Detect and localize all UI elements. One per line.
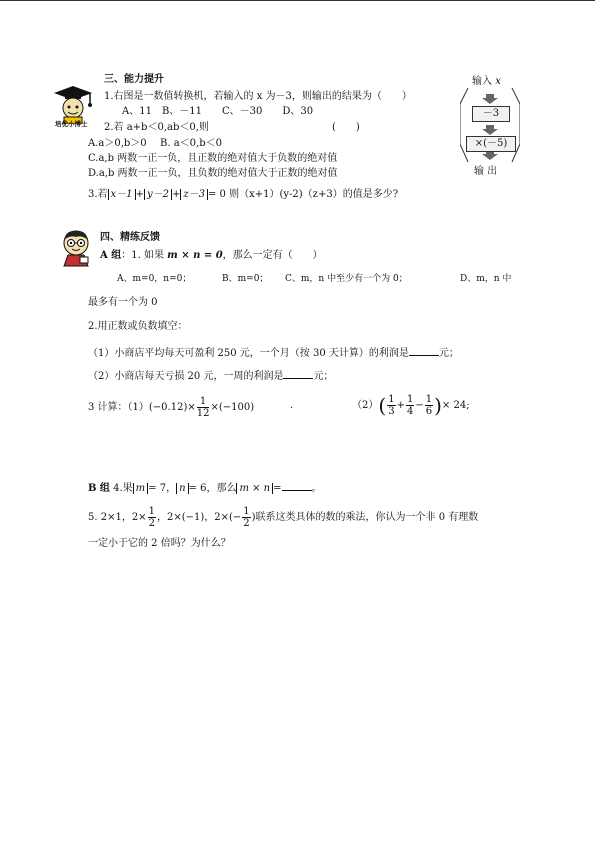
machine-step-times-minus5: ×(－5) bbox=[466, 136, 516, 152]
s4-q2-2-blank[interactable] bbox=[283, 368, 313, 379]
doctor-caption: 培优小博士 bbox=[55, 120, 88, 128]
q2-option-d: D.a,b 两数一正一负，且负数的绝对值大于正数的绝对值 bbox=[88, 168, 338, 179]
boy-mascot-icon bbox=[60, 228, 92, 268]
q1-options: A、11 B、－11 C、－30 D、30 bbox=[122, 106, 314, 117]
q3-abs-z: z－3 bbox=[180, 189, 208, 200]
q2-option-b: B. a＜0,b＜0 bbox=[160, 138, 222, 149]
s4-q1-expr: m × n = 0 bbox=[167, 250, 223, 261]
machine-input-label: 输入 x bbox=[472, 76, 501, 87]
q2-paren: ( ) bbox=[332, 122, 360, 133]
s4-q5-line2: 一定小于它的 2 倍吗？为什么？ bbox=[88, 538, 231, 549]
number-machine bbox=[460, 76, 520, 181]
page-top-border bbox=[0, 0, 595, 1]
s4-q5-frac2: $\frac{1}{2}$ bbox=[243, 506, 250, 529]
s4-q4-blank[interactable] bbox=[282, 480, 312, 491]
s4-q1-option-a: A、m=0，n=0； bbox=[117, 274, 192, 284]
s4-q3-2-label: （2） bbox=[352, 400, 379, 411]
group-b-label: B 组 bbox=[88, 483, 110, 494]
machine-output-label: 输 出 bbox=[474, 166, 498, 177]
s4-q3-2-frac3: $\frac{1}{6}$ bbox=[425, 394, 433, 417]
s4-q3-dot: . bbox=[290, 400, 294, 411]
q3-prefix: 3.若 bbox=[88, 189, 108, 200]
s4-q3-1-fraction: $\frac{1}{12}$ bbox=[196, 396, 210, 419]
s4-q5-line1: 5. 2×1，2× $\frac{1}{2}$ ，2×(−1)，2×(− $\frac{1}{2}$ )联系这类具体的数的乘法，你认为一个非 0 有理数 bbox=[88, 506, 479, 529]
q2-option-a: A.a＞0,b＞0 bbox=[88, 138, 147, 149]
q2-text: 2.若 a+b＜0,ab＜0,则 bbox=[104, 122, 209, 133]
s4-q2-title: 2.用正数或负数填空： bbox=[88, 321, 188, 332]
q3-line bbox=[88, 189, 398, 201]
q1-text: 1.右图是一数值转换机，若输入的 x 为－3，则输出的结果为（ ） bbox=[104, 91, 412, 102]
s4-q1-line bbox=[100, 250, 323, 262]
s4-q4-line: B 组 4.果 m = 7， n = 6，那么 m × n = 。 bbox=[88, 480, 322, 495]
s4-q1-option-c: C、m，n 中至少有一个为 0； bbox=[285, 274, 408, 284]
group-a-label: A 组 bbox=[100, 250, 122, 261]
s4-q4-abs-n: n bbox=[176, 483, 188, 494]
s4-q3-2-line: （2）( $\frac{1}{3}$ + $\frac{1}{4}$ − $\frac{1}{6}$ )× 24; bbox=[352, 393, 470, 418]
s4-q3-label: 3 计算：（1） bbox=[88, 402, 149, 413]
s4-q3-line bbox=[88, 396, 254, 419]
s4-q5-frac1: $\frac{1}{2}$ bbox=[148, 506, 155, 529]
machine-step-minus3: －3 bbox=[472, 106, 510, 122]
s4-q3-1-b: ×(−100) bbox=[210, 402, 255, 413]
s4-q1-option-b: B、m=0； bbox=[222, 274, 269, 284]
q3-suffix: 则（x+1）(y-2)（z+3）的值是多少? bbox=[229, 189, 399, 200]
s4-q3-2-frac1: $\frac{1}{3}$ bbox=[388, 394, 395, 417]
s4-q3-2-frac2: $\frac{1}{4}$ bbox=[406, 394, 414, 417]
s4-q2-1: （1）小商店平均每天可盈利 250 元，一个月（按 30 天计算）的利润是 元； bbox=[88, 345, 459, 360]
q3-eq: = 0 bbox=[208, 189, 226, 200]
s4-q4-abs-m: m bbox=[133, 483, 148, 494]
s4-q3-1-a: (−0.12)× bbox=[148, 402, 196, 413]
s4-q1-option-d-cont: 最多有一个为 0 bbox=[88, 297, 158, 308]
s4-q1-suffix: ，那么一定有（ ） bbox=[222, 250, 323, 261]
q2-option-c: C.a,b 两数一正一负，且正数的绝对值大于负数的绝对值 bbox=[88, 153, 338, 164]
s4-q2-1-blank[interactable] bbox=[409, 345, 439, 356]
section4-title: 四、精练反馈 bbox=[100, 232, 160, 243]
s4-q4-abs-mn: m × n bbox=[236, 483, 273, 494]
s4-q1-prefix: ：1. 如果 bbox=[121, 250, 164, 261]
q3-abs-x: x－1 bbox=[108, 189, 136, 200]
q3-plus-1: + bbox=[135, 189, 144, 200]
s4-q2-2: （2）小商店每天亏损 20 元，一周的利润是 元； bbox=[88, 368, 333, 383]
section3-title: 三、能力提升 bbox=[104, 74, 164, 85]
s4-q1-option-d: D、m，n 中 bbox=[460, 274, 512, 284]
q3-abs-y: y－2 bbox=[144, 189, 172, 200]
q3-plus-2: + bbox=[171, 189, 181, 200]
